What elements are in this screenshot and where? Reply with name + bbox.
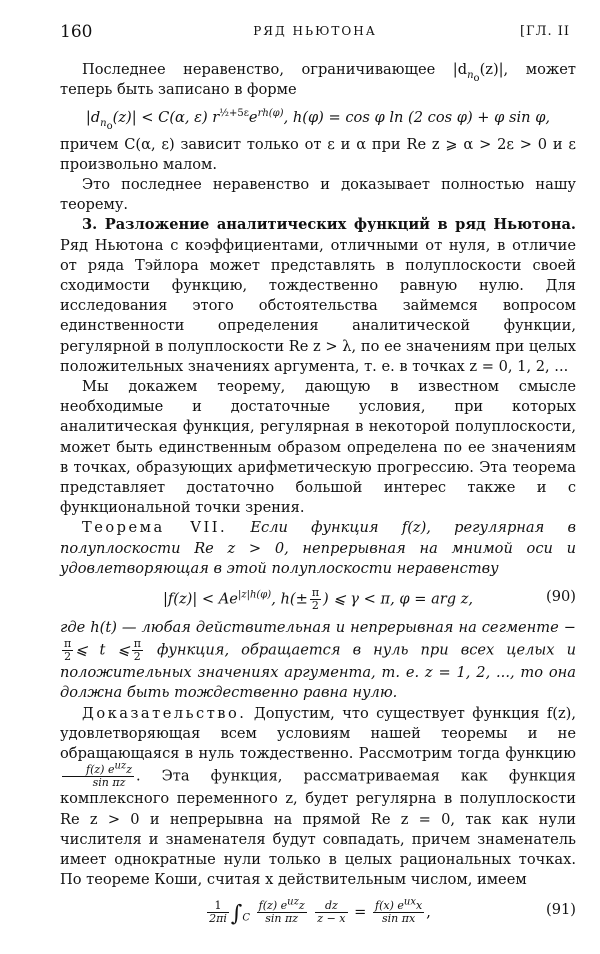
running-title: РЯД НЬЮТОНА	[253, 24, 377, 38]
proof: Доказательство. Допустим, что существует функция f(z), удовлетворяющая всем условиям нашей теоремы и не обращающаяся в нуль тождественно. Рассмотрим тогда функцию $\frac{f(z) e^{uz}z}{\text{sin πz}}$ . Эта функция, рассматриваемая как функция комплексного переменного z, будет регулярна в полуплоскости Re z > 0 и непрерывна на прямой Re z = 0, так как нули числителя и знаменателя будут совпадать, причем знаменатель имеет однократные нули только в целых рациональных точках. По теореме Коши, считая x действительным числом, имеем	[60, 704, 576, 889]
paragraph-2: причем C(α, ε) зависит только от ε и α при Re z ⩾ α > 2ε > 0 и ε произвольно малом.	[60, 135, 576, 173]
theorem-label: Теорема VII.	[82, 519, 228, 537]
theorem-vii: Теорема VII. Если функция f(z), регулярная в полуплоскости Re z > 0, непрерывная на мнимой оси и удовлетворяющая в этой полуплоскости неравенству	[60, 519, 576, 577]
proof-fraction: $\frac{f(z) e^{uz}z}{\text{sin πz}}$	[62, 764, 134, 789]
theorem-continuation: где h(t) — любая действительная и непрерывная на сегменте − $\frac{\pi}{2}$ ⩽ t ⩽ $\frac{\pi}{2}$ функция, обращается в нуль при всех целых и положительных значениях аргумента, т. е. z = 1, 2, ..., то она должна быть тождественно равна нулю.	[60, 619, 577, 702]
chapter-label: [ГЛ. II	[519, 24, 570, 39]
equation-number-91: (91)	[546, 901, 576, 919]
paragraph-1: Последнее неравенство, ограничивающее $|d_{n_o}(z)|$, может теперь быть записано в форме	[60, 61, 576, 99]
formula-91: $\frac{1}{2\pi i}$ $\int_C$ $\frac{f(z) e^{uz}z}{\text{sin πz}}$ $\frac{dz}{z - x}$ = $\frac{f(x) e^{ux}x}{\text{sin πx}}$ , (91)	[209, 896, 576, 927]
paragraph-4: Мы докажем теорему, дающую в известном смысле необходимые и достаточные условия, при которых аналитическая функция, регулярная в некоторой полуплоскости, может быть единственным образом определена по ее значениям в точках, образующих арифметическую прогрессию. Эта теорема представляет достаточно большой интерес также и с функциональной точки зрения.	[60, 378, 576, 517]
page-number: 160	[60, 22, 93, 42]
section-3: 3. Разложение аналитических функций в ряд Ньютона. Ряд Ньютона с коэффициентами, отличными от нуля, в отличие от ряда Тэйлора может представлять в полуплоскости своей сходимости функцию, тождественно равную нулю. Для исследования этого обстоятельства займемся вопросом единственности определения аналитической функции, регулярной в полуплоскости Re z > λ, по ее значениям при целых положительных значениях аргумента, т. е. в точках z = 0, 1, 2, ...	[60, 216, 576, 375]
formula-90: $|f(z)| < Ae^{|z|h(\varphi)}$, h(± $\frac{\pi}{2}$ ) ⩽ γ < π, φ = arg z, (90)	[162, 586, 576, 613]
section-title: 3. Разложение аналитических функций в ряд Ньютона.	[82, 216, 576, 234]
page-body	[60, 60, 576, 950]
equation-number-90: (90)	[546, 588, 576, 606]
formula-dn-bound: $|d_{n_o}(z)| < C(\alpha$, ε) $r^{\frac{1}{2}+5\varepsilon}e^{rh(\varphi)}$, h(φ) = cos φ ln (2 cos φ) + φ sin φ,	[85, 108, 551, 133]
paragraph-3: Это последнее неравенство и доказывает полностью нашу теорему.	[60, 176, 576, 214]
page-header	[60, 22, 570, 44]
proof-label: Доказательство.	[82, 704, 247, 722]
